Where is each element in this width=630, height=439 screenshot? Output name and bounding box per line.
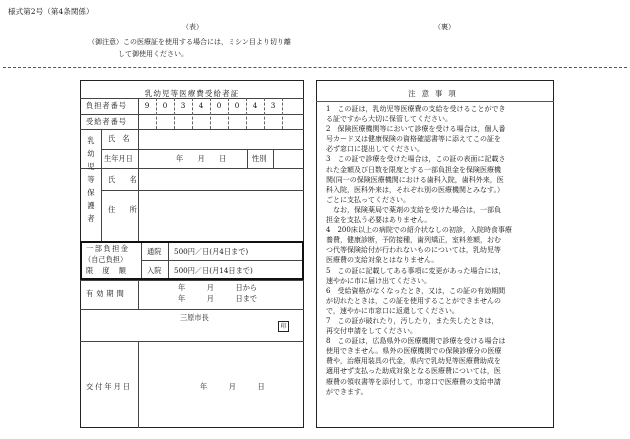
birth-date-label: 生年月日	[104, 154, 133, 163]
rule	[273, 149, 274, 168]
rule	[80, 280, 304, 281]
front-side-label: （表）	[182, 23, 203, 31]
validity-to: 年 月 日まで	[178, 294, 258, 303]
rule	[80, 168, 304, 169]
infant-section-label	[86, 134, 96, 186]
payer-number-digit: 4	[252, 101, 258, 110]
back-side-label: （裏）	[434, 23, 455, 31]
notes-line: 療費の領収書等を添付して，市窓口で医療費の支給申請	[326, 377, 501, 386]
payer-number-digit: 3	[180, 101, 186, 110]
validity-period-label: 有効期間	[86, 289, 127, 298]
rule	[247, 149, 248, 168]
notes-line: 適用せず支払った助成対象となる医療費については，医	[326, 367, 501, 376]
issue-date-label: 交付年月日	[86, 382, 132, 391]
payer-number-label: 負担者番号	[86, 101, 127, 110]
rule	[101, 190, 304, 191]
payer-number-digit: 4	[198, 101, 204, 110]
notes-line: 5 この証に記載してある事項に変更があった場合には，	[326, 266, 506, 275]
payer-number-digit: 0	[216, 101, 222, 110]
notes-line: ごとに支払ってください。	[326, 195, 410, 204]
notes-line: つ代等保険給付が行われないものについては，乳幼児等	[326, 246, 501, 255]
inpatient-label: 入院	[147, 266, 162, 275]
perforation-line[interactable]	[3, 67, 627, 68]
issuer-name: 三原市長	[180, 313, 209, 322]
notes-line: 6 受給資格がなくなったとき，又は，この証の有効期間	[326, 286, 506, 295]
notes-line: 使用できません。県外の医療機関での保険診療分の医療	[326, 347, 502, 356]
usage-notice-line: （御注意）この医療証を使用する場合には，ミシン目より切り離	[88, 38, 291, 46]
guardian-address-label: 住 所	[108, 205, 137, 214]
infant-section-text: 乳幼児等	[87, 136, 95, 184]
rule	[80, 341, 304, 342]
notes-line: 必ず窓口に提出してください。	[326, 145, 424, 154]
digit-divider	[282, 98, 283, 129]
outpatient-label: 通院	[147, 247, 162, 256]
guardian-name-label: 氏 名	[108, 175, 137, 184]
notes-title: 注意事項	[408, 89, 462, 98]
notes-line: が切れたときは，この証を使用することができませんの	[326, 296, 501, 305]
notes-line: 関(同一の保険医療機関における歯科入院，歯科外来，医	[326, 175, 504, 184]
notes-line: ができます。	[326, 387, 368, 396]
sex-label: 性別	[252, 154, 267, 163]
notes-line: る証ですから大切に保管してください。	[326, 115, 452, 124]
notes-line: 4 200床以上の病院での紹介状なしの初診，入院時食事療	[326, 226, 512, 235]
burden-label-line: （自己負担）	[84, 255, 128, 264]
usage-notice	[88, 36, 313, 60]
rule	[138, 280, 139, 309]
payer-number-digit: 0	[234, 101, 240, 110]
notes-line: 速やかに市に届け出てください。	[326, 276, 431, 285]
notes-line: 担金を支払う必要はありません。	[326, 216, 432, 225]
usage-notice-line: して御使用ください。	[118, 50, 188, 58]
rule	[80, 129, 304, 130]
notes-line: 再交付申請をしてください。	[326, 327, 417, 336]
notes-line: 8 この証は，広島県外の医療機関で診療を受ける場合は	[326, 337, 506, 346]
notes-line: 科入院，医科外来は，それぞれ別の医療機関とみなす。）	[326, 185, 504, 194]
notes-line: れた金額及び日数を限度とする一部負担金を保険医療機	[326, 165, 501, 174]
inpatient-limit-value: 500円／日(月14日まで)	[174, 266, 253, 275]
burden-label-line: 一部負担金	[86, 244, 130, 253]
outpatient-limit-value: 500円／日(月4日まで)	[174, 247, 249, 256]
rule	[80, 309, 304, 310]
payer-number-digit: 3	[270, 101, 276, 110]
validity-from: 年 月 日から	[178, 283, 258, 292]
notes-list	[326, 104, 552, 397]
rule	[138, 341, 139, 428]
rule	[138, 129, 139, 241]
notes-line: 養費，健康診断，予防接種，歯列矯正，室料差額，おむ	[326, 236, 501, 245]
notes-line: 1 この証は，乳幼児等医療費の支給を受けることができ	[326, 105, 506, 113]
payer-number-digit: 9	[144, 101, 150, 110]
notes-line: で，速やかに市窓口に返還してください。	[326, 306, 459, 315]
notes-line: 3 この証で診療を受けた場合は，この証の表面に記載さ	[326, 155, 506, 164]
guardian-section-label	[86, 186, 96, 225]
notes-line: 号カード又は健康保険の資格確認書等に添えてこの証を	[326, 135, 501, 144]
notes-line: 2 保険医療機関等において診療を受ける場合は，個人番	[326, 125, 506, 134]
notes-line: 費や，治療用装具の代金，県内で乳幼児等医療費助成を	[326, 357, 501, 366]
certificate-title: 乳幼児等医療費受給者証	[144, 89, 240, 98]
guardian-section-text: 保護者	[87, 188, 95, 223]
form-number-label: 様式第2号（第4条関係）	[8, 7, 94, 16]
rule	[316, 101, 554, 102]
payer-number-digit: 0	[162, 101, 168, 110]
burden-label-line: 限 度 額	[86, 266, 127, 275]
infant-name-label: 氏 名	[108, 134, 130, 143]
rule	[101, 129, 102, 241]
notes-line: 医療費の支給対象とはなりません。	[326, 256, 439, 265]
issue-date-value: 年 月 日	[200, 382, 265, 391]
birth-date-value: 年 月 日	[176, 154, 227, 163]
notes-line: 7 この証が破れたり，汚したり，また失したときは，	[326, 316, 499, 325]
recipient-number-label: 受給者番号	[86, 117, 127, 126]
notes-line: なお，保険薬局で薬剤の支給を受けた場合は，一部負	[326, 205, 501, 214]
official-seal: 印	[278, 321, 289, 332]
